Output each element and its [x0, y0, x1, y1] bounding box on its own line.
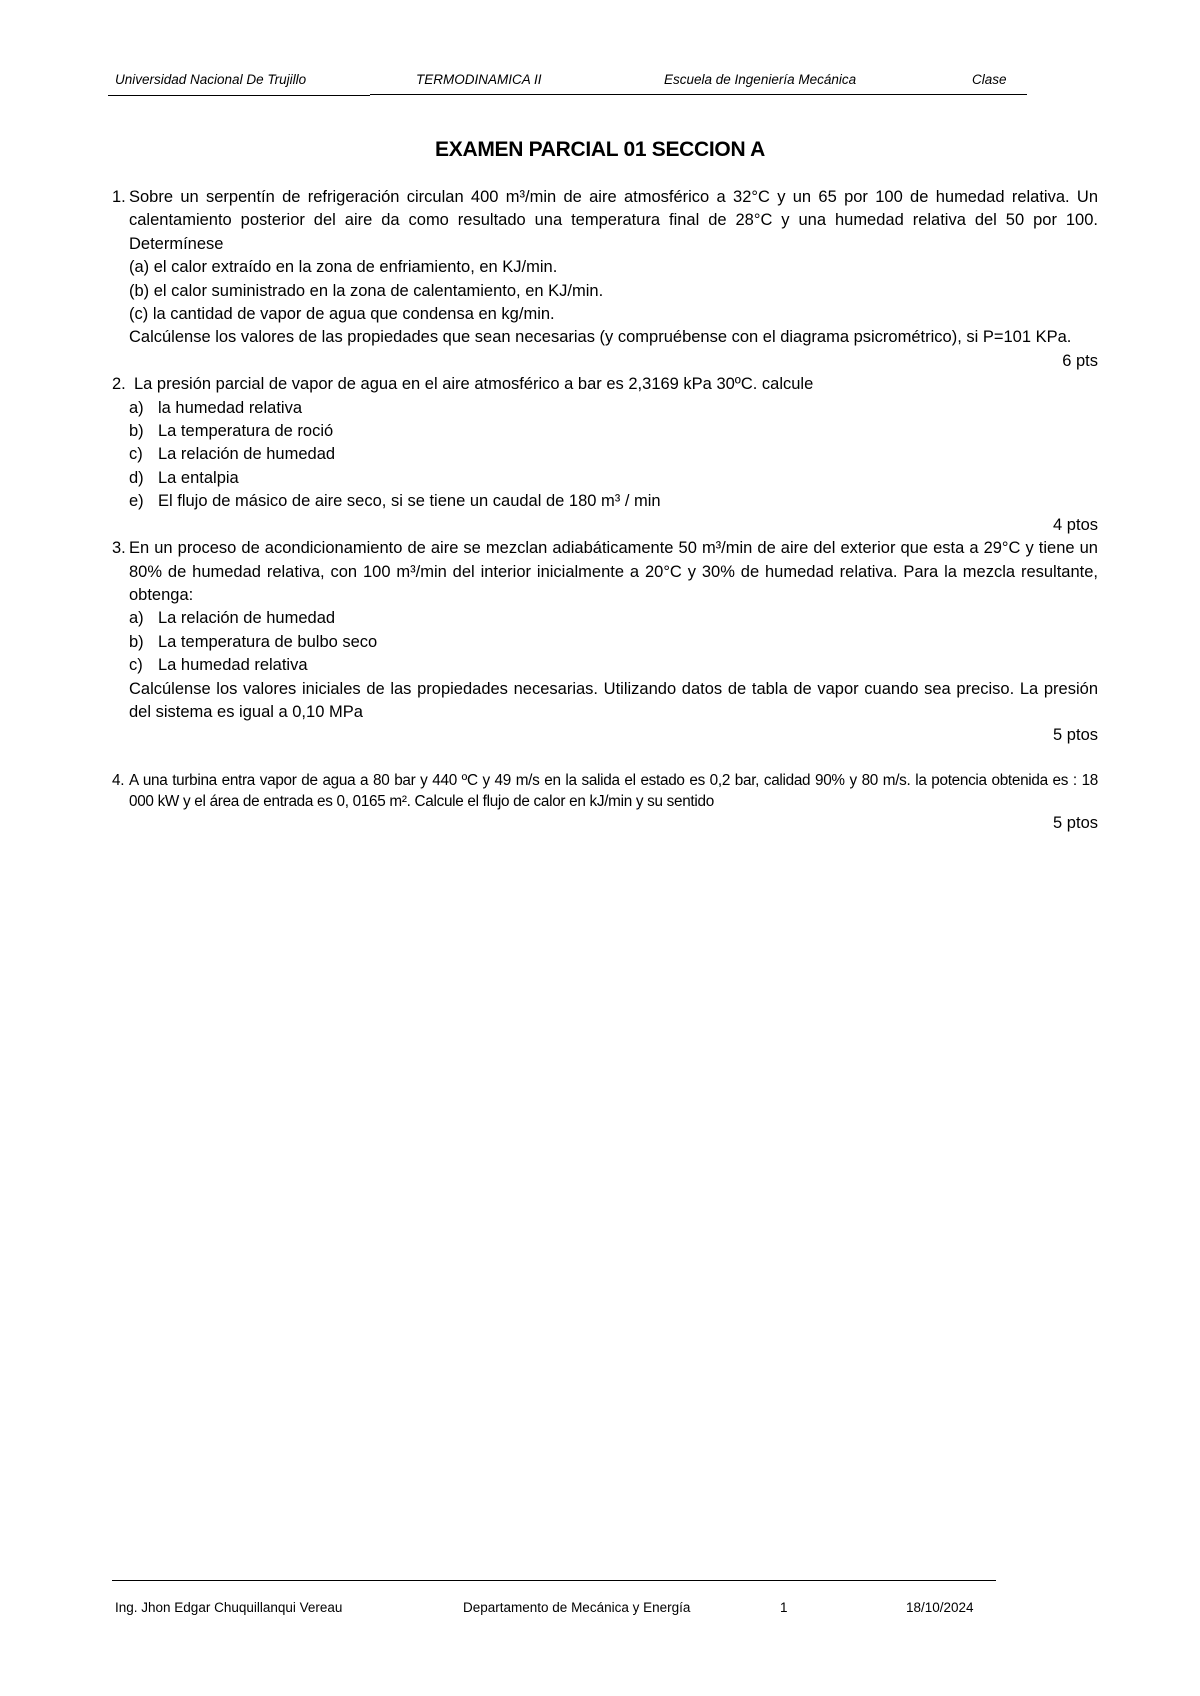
footer-page-number: 1	[780, 1600, 788, 1615]
question-text: La presión parcial de vapor de agua en el aire atmosférico a bar es 2,3169 kPa 30ºC. calcule	[134, 375, 814, 394]
list-item	[129, 654, 1098, 677]
list-item	[129, 490, 1098, 513]
question-subitem: (c) la cantidad de vapor de agua que condensa en kg/min.	[129, 305, 555, 324]
question-items	[129, 607, 1098, 677]
item-text: La humedad relativa	[158, 656, 308, 675]
header-course: TERMODINAMICA II	[416, 72, 542, 87]
item-label: b)	[129, 422, 144, 441]
item-text: El flujo de másico de aire seco, si se tiene un caudal de 180 m³ / min	[158, 492, 661, 511]
footer-rule	[112, 1580, 996, 1581]
item-label: a)	[129, 609, 144, 628]
question-points: 5 ptos	[1053, 813, 1098, 832]
question-3	[112, 537, 1098, 748]
item-label: c)	[129, 445, 143, 464]
header-rule-left	[108, 95, 370, 96]
question-closing: Calcúlense los valores de las propiedades que sean necesarias (y compruébense con el diagrama psicrométrico), si P=101 KPa.	[129, 328, 1072, 347]
question-text: Sobre un serpentín de refrigeración circulan 400 m³/min de aire atmosférico a 32°C y un 65 por 100 de humedad relativa. Un calentamiento posterior del aire da como resultado una temperatura final de 28°C y una humedad relativa del 50 por 100. Determínese	[129, 188, 1098, 253]
question-number: 2.	[112, 375, 126, 394]
question-number: 3.	[112, 539, 126, 558]
exam-title: EXAMEN PARCIAL 01 SECCION A	[435, 138, 765, 161]
list-item	[129, 467, 1098, 490]
question-subitem: (a) el calor extraído en la zona de enfriamiento, en KJ/min.	[129, 258, 558, 277]
item-label: b)	[129, 632, 144, 651]
header-university: Universidad Nacional De Trujillo	[115, 72, 307, 87]
header-type: Clase	[972, 72, 1007, 87]
item-text: La temperatura de bulbo seco	[158, 632, 378, 651]
item-label: d)	[129, 468, 144, 487]
item-label: a)	[129, 398, 144, 417]
item-text: la humedad relativa	[158, 398, 303, 417]
list-item	[129, 443, 1098, 466]
question-1	[112, 186, 1098, 373]
question-2	[112, 373, 1098, 537]
list-item	[129, 420, 1098, 443]
question-points: 5 ptos	[1053, 726, 1098, 745]
item-text: La relación de humedad	[158, 445, 336, 464]
page-footer	[0, 1580, 1200, 1640]
question-number: 1.	[112, 188, 126, 206]
question-number: 4.	[112, 771, 125, 789]
item-text: La temperatura de roció	[158, 422, 334, 441]
question-4	[112, 770, 1098, 835]
footer-department: Departamento de Mecánica y Energía	[463, 1600, 691, 1615]
question-subitem: (b) el calor suministrado en la zona de calentamiento, en KJ/min.	[129, 281, 604, 300]
header-rule-right	[370, 94, 1027, 95]
item-text: La relación de humedad	[158, 609, 336, 628]
item-label: e)	[129, 492, 144, 511]
question-points: 6 pts	[1062, 351, 1098, 370]
question-closing: Calcúlense los valores iniciales de las propiedades necesarias. Utilizando datos de tabla de vapor cuando sea preciso. La presión del sistema es igual a 0,10 MPa	[129, 679, 1098, 721]
item-label: c)	[129, 656, 143, 675]
footer-author: Ing. Jhon Edgar Chuquillanqui Vereau	[115, 1600, 343, 1615]
question-points: 4 ptos	[1053, 515, 1098, 534]
question-text: En un proceso de acondicionamiento de aire se mezclan adiabáticamente 50 m³/min de aire del exterior que esta a 29°C y tiene un 80% de humedad relativa, con 100 m³/min del interior inicialmente a 20°C y 30% de humedad relativa. Para la mezcla resultante, obtenga:	[129, 539, 1098, 604]
list-item	[129, 607, 1098, 630]
header-school: Escuela de Ingeniería Mecánica	[664, 72, 857, 87]
question-items	[129, 397, 1098, 514]
question-text: A una turbina entra vapor de agua a 80 bar y 440 ºC y 49 m/s en la salida el estado es 0,2 bar, calidad 90% y 80 m/s. la potencia obtenida es : 18 000 kW y el área de entrada es 0, 0165 m². Calcule el flujo de calor en kJ/min y su sentido	[129, 771, 1098, 810]
list-item	[129, 631, 1098, 654]
exam-content	[112, 186, 1098, 835]
item-text: La entalpia	[158, 468, 239, 487]
list-item	[129, 397, 1098, 420]
page-header	[0, 0, 1200, 100]
footer-date: 18/10/2024	[906, 1600, 974, 1615]
